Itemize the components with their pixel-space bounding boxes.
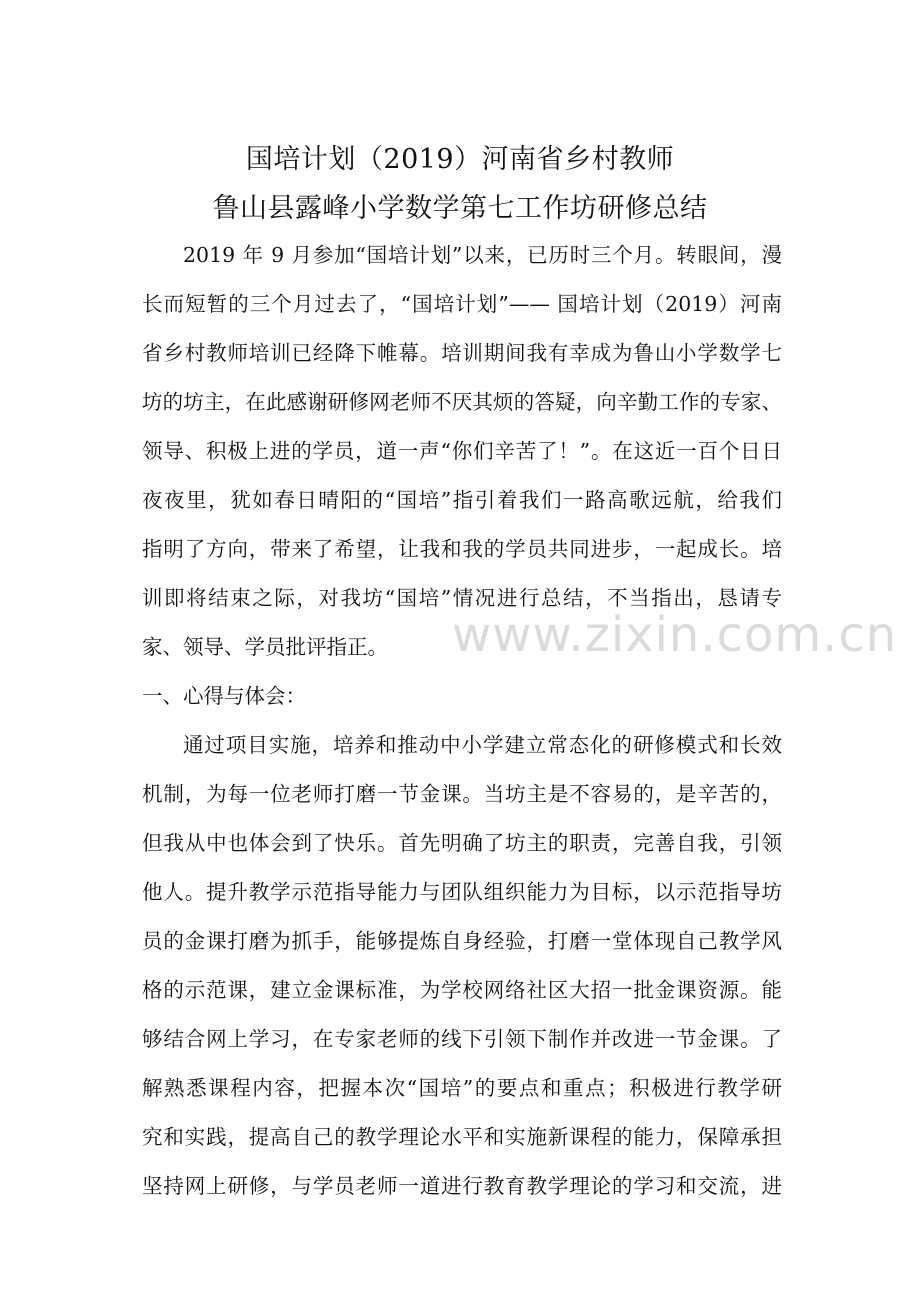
paragraph-line: 2019 年 9 月参加“国培计划”以来，已历时三个月。转眼间，漫 xyxy=(183,243,782,267)
paragraph-line: 指明了方向，带来了希望，让我和我的学员共同进步，一起成长。培 xyxy=(142,537,782,561)
paragraph-line: 格的示范课，建立金课标准，为学校网络社区大招一批金课资源。能 xyxy=(142,978,782,1002)
paragraph-line: 但我从中也体会到了快乐。首先明确了坊主的职责，完善自我，引领 xyxy=(142,831,782,855)
paragraph-line: 员的金课打磨为抓手，能够提炼自身经验，打磨一堂体现自己教学风 xyxy=(142,929,782,953)
paragraph-line: 他人。提升教学示范指导能力与团队组织能力为目标，以示范指导坊 xyxy=(142,880,782,904)
paragraph-line: 领导、积极上进的学员，道一声“你们辛苦了！”。在这近一百个日日 xyxy=(142,439,782,463)
paragraph-line: 夜夜里，犹如春日晴阳的“国培”指引着我们一路高歌远航，给我们 xyxy=(142,488,782,512)
document-title-line-2: 鲁山县露峰小学数学第七工作坊研修总结 xyxy=(212,193,708,224)
paragraph-line: 够结合网上学习，在专家老师的线下引领下制作并改进一节金课。了 xyxy=(142,1027,782,1051)
document-title-line-1: 国培计划（2019）河南省乡村教师 xyxy=(245,144,675,175)
paragraph-line: 训即将结束之际，对我坊“国培”情况进行总结，不当指出，恳请专 xyxy=(142,586,782,610)
paragraph-line: 解熟悉课程内容，把握本次“国培”的要点和重点；积极进行教学研 xyxy=(142,1076,782,1100)
paragraph-line: 通过项目实施，培养和推动中小学建立常态化的研修模式和长效 xyxy=(183,733,782,757)
paragraph-line: 机制，为每一位老师打磨一节金课。当坊主是不容易的，是辛苦的， xyxy=(142,782,782,806)
section-heading: 一、心得与体会： xyxy=(142,684,306,708)
paragraph-line: 家、领导、学员批评指正。 xyxy=(142,635,388,659)
paragraph-line: 坚持网上研修，与学员老师一道进行教育教学理论的学习和交流，进 xyxy=(142,1174,782,1198)
paragraph-line: 坊的坊主，在此感谢研修网老师不厌其烦的答疑，向辛勤工作的专家、 xyxy=(142,390,782,414)
watermark: www.zixin.com.cn xyxy=(452,607,898,663)
paragraph-line: 省乡村教师培训已经降下帷幕。培训期间我有幸成为鲁山小学数学七 xyxy=(142,341,782,365)
paragraph-line: 究和实践，提高自己的教学理论水平和实施新课程的能力，保障承担 xyxy=(142,1125,782,1149)
paragraph-line: 长而短暂的三个月过去了，“国培计划”—— 国培计划（2019）河南 xyxy=(142,292,782,316)
